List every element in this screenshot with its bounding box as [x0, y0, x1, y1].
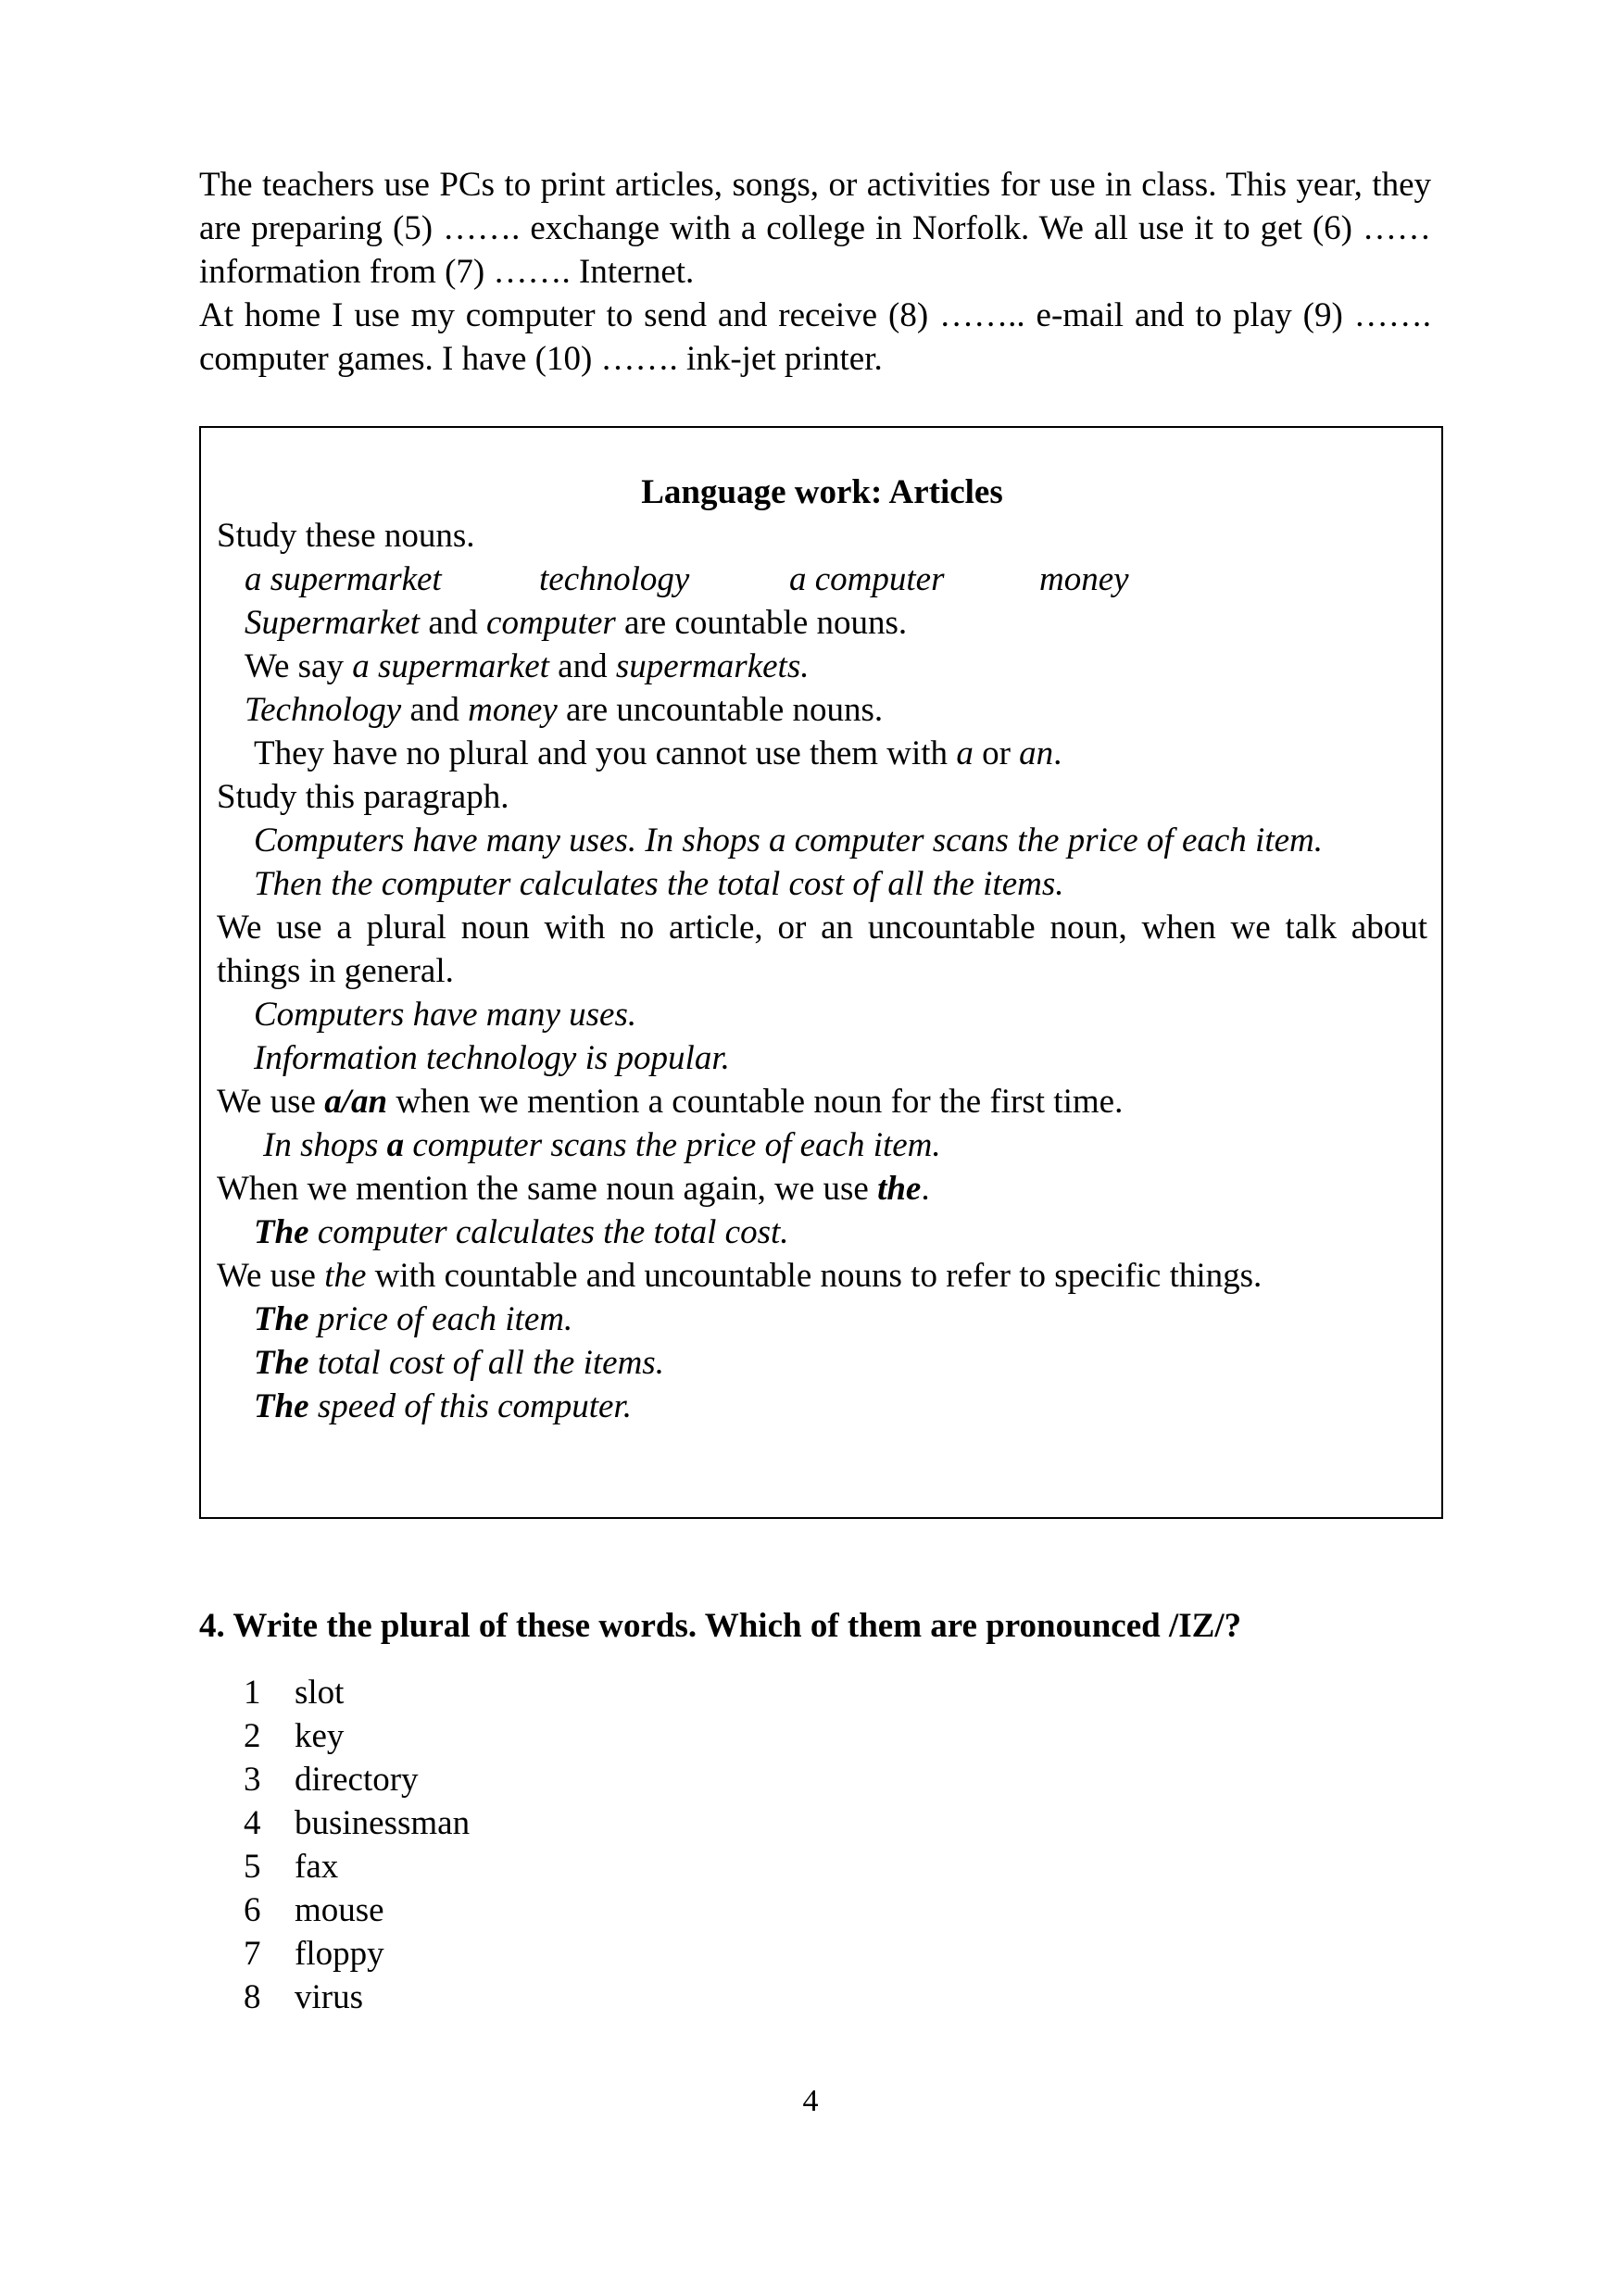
noun-example: a computer — [789, 560, 945, 598]
rule-general: We use a plural noun with no article, or an uncountable noun, when we talk about things in general. — [217, 909, 1427, 990]
list-item: 6 mouse — [244, 1891, 384, 1929]
rule-the: When we mention the same noun again, we use the. — [217, 1170, 930, 1208]
no-plural-line: They have no plural and you cannot use them with a or an. — [254, 734, 1062, 772]
noun-example: technology — [539, 560, 690, 598]
exercise-heading: 4. Write the plural of these words. Which of them are pronounced /IZ/? — [199, 1607, 1242, 1645]
list-item: 8 virus — [244, 1978, 363, 2016]
study-nouns-line: Study these nouns. — [217, 517, 475, 555]
box-title: Language work: Articles — [641, 473, 1003, 511]
language-work-box — [199, 426, 1443, 1519]
we-say-line: We say a supermarket and supermarkets. — [245, 647, 810, 685]
list-item: 4 businessman — [244, 1804, 471, 1842]
list-item: 7 floppy — [244, 1935, 384, 1973]
countable-line: Supermarket and computer are countable nouns. — [245, 604, 908, 642]
list-item: 1 slot — [244, 1674, 345, 1712]
example-specific-1: The price of each item. — [254, 1300, 573, 1338]
rule-specific: We use the with countable and uncountable nouns to refer to specific things. — [217, 1257, 1263, 1295]
intro-paragraph-2: At home I use my computer to send and receive (8) …….. e-mail and to play (9) ……. computer games. I have (10) ……. ink-jet printer. — [199, 296, 1431, 378]
example-paragraph-2: Then the computer calculates the total cost of all the items. — [254, 865, 1064, 903]
intro-text — [199, 163, 1431, 381]
example-paragraph-1: Computers have many uses. In shops a computer scans the price of each item. — [254, 822, 1323, 859]
study-paragraph-line: Study this paragraph. — [217, 778, 509, 816]
example-a-an: In shops a computer scans the price of each item. — [263, 1126, 941, 1164]
list-item: 3 directory — [244, 1761, 419, 1799]
example-general-2: Information technology is popular. — [254, 1039, 730, 1077]
example-specific-3: The speed of this computer. — [254, 1387, 632, 1425]
noun-examples — [217, 558, 1427, 601]
intro-paragraph-1: The teachers use PCs to print articles, songs, or activities for use in class. This year, they are preparing (5) ……. exchange with a college in Norfolk. We all use it to get (6) …… information from (7) ……. Internet. — [199, 166, 1431, 291]
list-item: 5 fax — [244, 1848, 339, 1886]
exercise-word-list — [244, 1671, 470, 2019]
uncountable-line: Technology and money are uncountable nouns. — [245, 691, 884, 729]
noun-example: money — [1039, 560, 1129, 598]
rule-a-an: We use a/an when we mention a countable noun for the first time. — [217, 1083, 1124, 1121]
example-specific-2: The total cost of all the items. — [254, 1344, 664, 1382]
page-number: 4 — [802, 2084, 819, 2118]
example-general-1: Computers have many uses. — [254, 996, 637, 1034]
list-item: 2 key — [244, 1717, 345, 1755]
noun-example: a supermarket — [245, 560, 442, 598]
example-the: The computer calculates the total cost. — [254, 1213, 789, 1251]
